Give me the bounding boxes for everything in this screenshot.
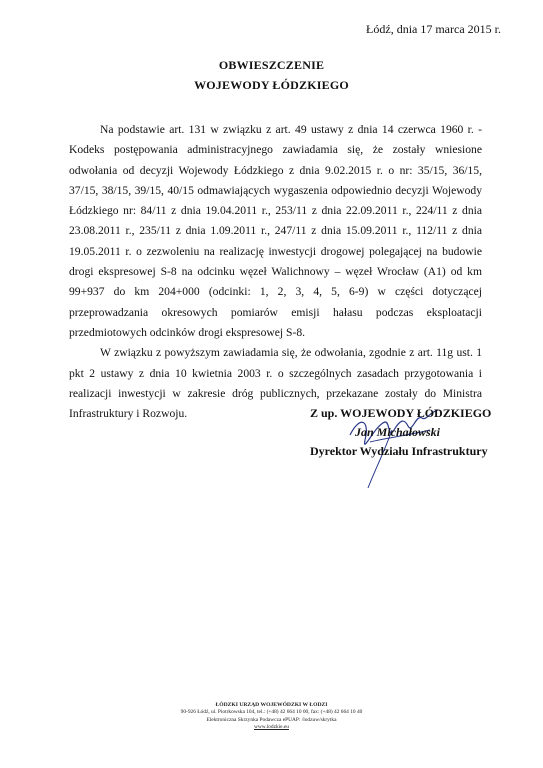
paragraph-1: Na podstawie art. 131 w związku z art. 49 ustawy z dnia 14 czerwca 1960 r. - Kodeks postępowania administracyjnego zawiadamia się, że zostały wniesione odwołania od decyzji Wojewody Łódzkiego z dnia 9.02.2015 r. o nr: 35/15, 36/15, 37/15, 38/15, 39/15, 40/15 odmawiających wygaszenia odpowiednio decyzji Wojewody Łódzkiego nr: 84/11 z dnia 19.04.2011 r., 253/11 z dnia 22.09.2011 r., 224/11 z dnia 23.08.2011 r., 235/11 z dnia 1.09.2011 r., 247/11 z dnia 15.09.2011 r., 112/11 z dnia 19.05.2011 r. o zezwoleniu na realizację inwestycji drogowej polegającej na budowie drogi ekspresowej S-8 na odcinku węzeł Walichnowy – węzeł Wrocław (A1) od km 99+937 do km 204+000 (odcinki: 1, 2, 3, 4, 5, 6-9) w części dotyczącej przeprowadzania okresowych pomiarów emisji hałasu podczas eksploatacji przedmiotowych odcinków drogi ekspresowej S-8.	[69, 123, 482, 339]
document-body	[69, 120, 482, 424]
footer-address: 90-926 Łódź, ul. Piotrkowska 104, tel.: (+48) 42 664 10 00, fax: (+48) 42 664 10 40	[180, 709, 363, 716]
signature-block	[300, 404, 500, 461]
document-date: Łódź, dnia 17 marca 2015 r.	[366, 22, 501, 36]
signature-name: Jan Michałowski	[355, 425, 441, 439]
document-title: OBWIESZCZENIE	[218, 58, 325, 72]
footer-website-link[interactable]: www.lodzkie.eu	[254, 724, 289, 731]
footer-office-name: ŁÓDZKI URZĄD WOJEWÓDZKI W ŁODZI	[215, 702, 328, 708]
footer-epuap: Elektroniczna Skrzynka Podawcza ePUAP: /lodzuw/skrytka	[206, 716, 337, 723]
signature-position: Dyrektor Wydziału Infrastruktury	[310, 444, 488, 458]
document-subtitle: WOJEWODY ŁÓDZKIEGO	[194, 78, 349, 92]
signature-authority: Z up. WOJEWODY ŁÓDZKIEGO	[310, 406, 492, 420]
letterhead-footer	[0, 702, 543, 732]
paragraph-2: W związku z powyższym zawiadamia się, że odwołania, zgodnie z art. 11g ust. 1 pkt 2 ustawy z dnia 10 kwietnia 2003 r. o szczególnych zasadach przygotowania i realizacji inwestycji w zakresie dróg publicznych, przekazane zostały do Ministra Infrastruktury i Rozwoju.	[69, 346, 482, 421]
